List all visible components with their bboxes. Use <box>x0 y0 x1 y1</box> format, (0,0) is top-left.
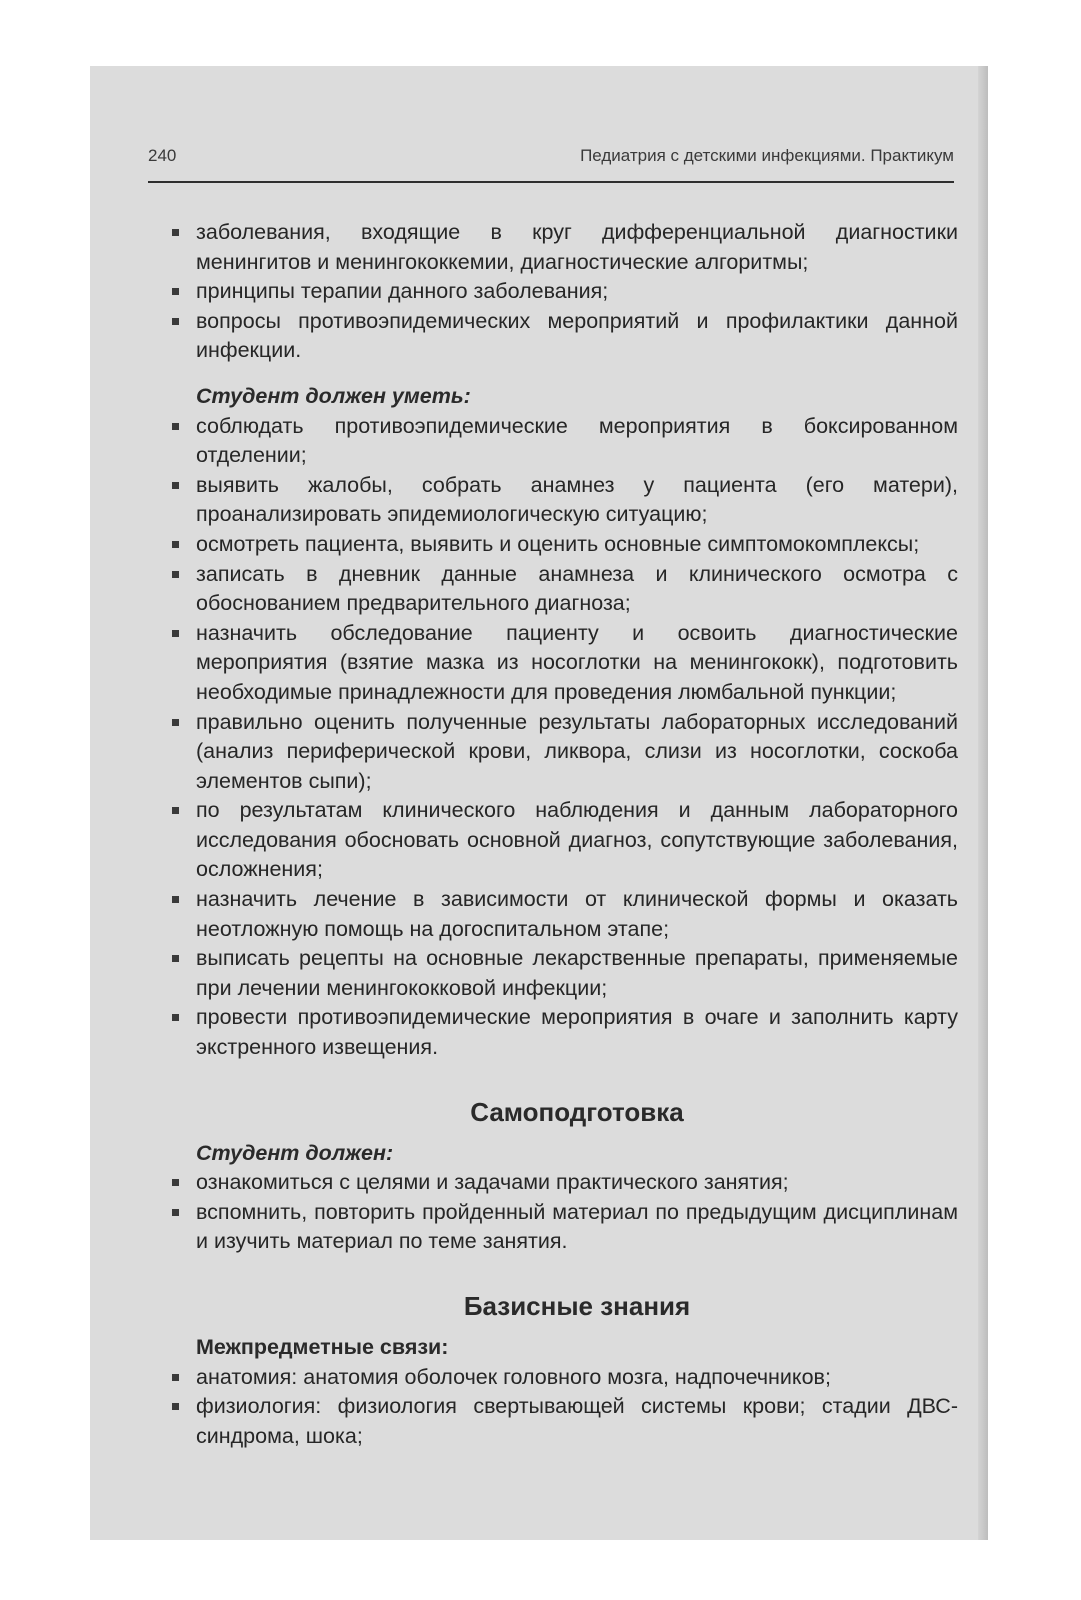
list-item: соблюдать противоэпидемические мероприятия в боксированном отделении; <box>172 412 958 471</box>
list-item: принципы терапии данного заболевания; <box>172 277 958 307</box>
section-title-selfprep: Самоподготовка <box>470 1096 684 1127</box>
header-rule <box>148 181 954 183</box>
skills-list <box>172 412 958 1063</box>
list-item: анатомия: анатомия оболочек головного мозга, надпочечников; <box>172 1363 958 1393</box>
subheading-skills: Студент должен уметь: <box>196 383 471 408</box>
subheading-basic: Межпредметные связи: <box>196 1335 449 1359</box>
list-item: правильно оценить полученные результаты лабораторных исследований (анализ периферической крови, ликвора, слизи из носоглотки, соскоба элементов сыпи); <box>172 708 958 797</box>
list-item: провести противоэпидемические мероприятия в очаге и заполнить карту экстренного извещения. <box>172 1003 958 1062</box>
list-item: физиология: физиология свертывающей системы крови; стадии ДВС-синдрома, шока; <box>172 1392 958 1451</box>
list-item: по результатам клинического наблюдения и данным лабораторного исследования обосновать основной диагноз, сопутствующие заболевания, осложнения; <box>172 796 958 885</box>
running-header <box>148 143 954 169</box>
page-content <box>172 218 958 1451</box>
list-item: осмотреть пациента, выявить и оценить основные симптомокомплексы; <box>172 530 958 560</box>
section-title-basic: Базисные знания <box>463 1291 691 1321</box>
knowledge-list <box>172 218 958 366</box>
selfprep-list <box>172 1168 958 1257</box>
list-item: назначить обследование пациенту и освоить диагностические мероприятия (взятие мазка из носоглотки на менингококк), подготовить необходимые принадлежности для проведения люмбальной пункции; <box>172 619 958 708</box>
list-item: назначить лечение в зависимости от клинической формы и оказать неотложную помощь на догоспитальном этапе; <box>172 885 958 944</box>
list-item: вспомнить, повторить пройденный материал по предыдущим дисциплинам и изучить материал по теме занятия. <box>172 1198 958 1257</box>
list-item: заболевания, входящие в круг дифференциальной диагностики менингитов и менингококкемии, диагностические алгоритмы; <box>172 218 958 277</box>
list-item: записать в дневник данные анамнеза и клинического осмотра с обоснованием предварительного диагноза; <box>172 560 958 619</box>
basic-knowledge-list <box>172 1363 958 1452</box>
list-item: ознакомиться с целями и задачами практического занятия; <box>172 1168 958 1198</box>
list-item: вопросы противоэпидемических мероприятий и профилактики данной инфекции. <box>172 307 958 366</box>
running-title: Педиатрия с детскими инфекциями. Практикум <box>580 146 954 165</box>
list-item: выявить жалобы, собрать анамнез у пациента (его матери), проанализировать эпидемиологическую ситуацию; <box>172 471 958 530</box>
page-number: 240 <box>148 146 177 165</box>
subheading-selfprep: Студент должен: <box>196 1140 394 1165</box>
page-edge-shadow <box>978 66 988 1540</box>
list-item: выписать рецепты на основные лекарственные препараты, применяемые при лечении менингококковой инфекции; <box>172 944 958 1003</box>
